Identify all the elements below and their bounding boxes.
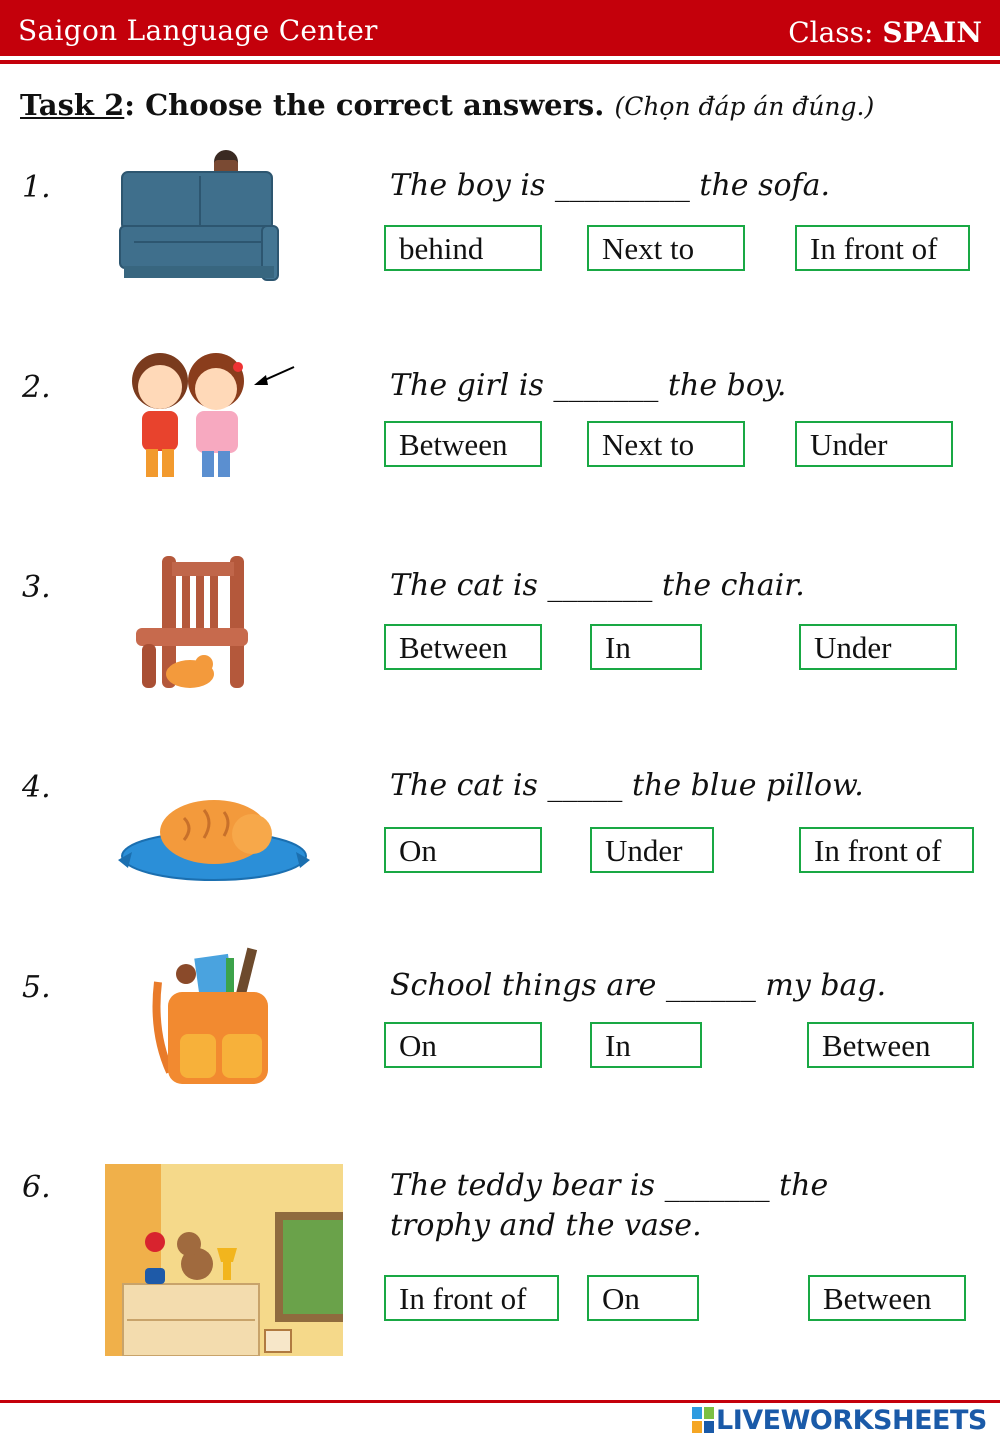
question-text-line-2: trophy and the vase.: [390, 1208, 702, 1243]
question-number: 6.: [22, 1170, 51, 1205]
question-text: School things are ______ my bag.: [390, 968, 887, 1003]
logo-text: LIVEWORKSHEETS: [716, 1405, 987, 1436]
answer-option[interactable]: Between: [807, 1022, 974, 1068]
answer-option[interactable]: Between: [384, 624, 542, 670]
answer-option[interactable]: In: [590, 1022, 702, 1068]
answer-option[interactable]: In front of: [799, 827, 974, 873]
question-number: 5.: [22, 970, 51, 1005]
class-label: Class:: [788, 16, 874, 49]
answer-option[interactable]: Under: [590, 827, 714, 873]
answer-option[interactable]: behind: [384, 225, 542, 271]
question-number: 1.: [22, 170, 51, 205]
answer-option[interactable]: On: [587, 1275, 699, 1321]
question-text: The girl is _______ the boy.: [390, 368, 787, 403]
task-translation: (Chọn đáp án đúng.): [614, 92, 875, 121]
footer-divider: [0, 1400, 1000, 1403]
task-instruction: : Choose the correct answers.: [124, 88, 605, 122]
answer-option[interactable]: Under: [795, 421, 953, 467]
question-text: The boy is _________ the sofa.: [390, 168, 831, 203]
question-number: 4.: [22, 770, 51, 805]
question-number: 3.: [22, 570, 51, 605]
answer-option[interactable]: Between: [384, 421, 542, 467]
school-bag-illustration: [150, 942, 280, 1088]
class-info: [788, 16, 982, 49]
header-divider: [0, 60, 1000, 64]
answer-option[interactable]: Next to: [587, 225, 745, 271]
liveworksheets-logo[interactable]: [692, 1405, 987, 1436]
bedroom-scene-illustration: [105, 1164, 343, 1356]
liveworksheets-logo-icon: [692, 1407, 714, 1433]
cat-on-pillow-illustration: [114, 790, 314, 886]
answer-option[interactable]: Between: [808, 1275, 966, 1321]
question-text: The cat is _______ the chair.: [390, 568, 805, 603]
answer-option[interactable]: Next to: [587, 421, 745, 467]
school-name: Saigon Language Center: [18, 14, 378, 47]
task-label: Task 2: [20, 88, 125, 122]
chair-with-cat-illustration: [134, 552, 250, 692]
answer-option[interactable]: On: [384, 827, 542, 873]
header-bar: [0, 0, 1000, 56]
answer-option[interactable]: In: [590, 624, 702, 670]
boy-and-girl-illustration: [128, 345, 300, 487]
question-text-line-1: The teddy bear is _______ the: [390, 1168, 829, 1203]
question-text: The cat is _____ the blue pillow.: [390, 768, 864, 803]
class-name: SPAIN: [882, 16, 982, 49]
question-number: 2.: [22, 370, 51, 405]
answer-option[interactable]: In front of: [795, 225, 970, 271]
sofa-illustration: [118, 146, 280, 284]
answer-option[interactable]: In front of: [384, 1275, 559, 1321]
task-title: [20, 88, 874, 122]
answer-option[interactable]: Under: [799, 624, 957, 670]
answer-option[interactable]: On: [384, 1022, 542, 1068]
